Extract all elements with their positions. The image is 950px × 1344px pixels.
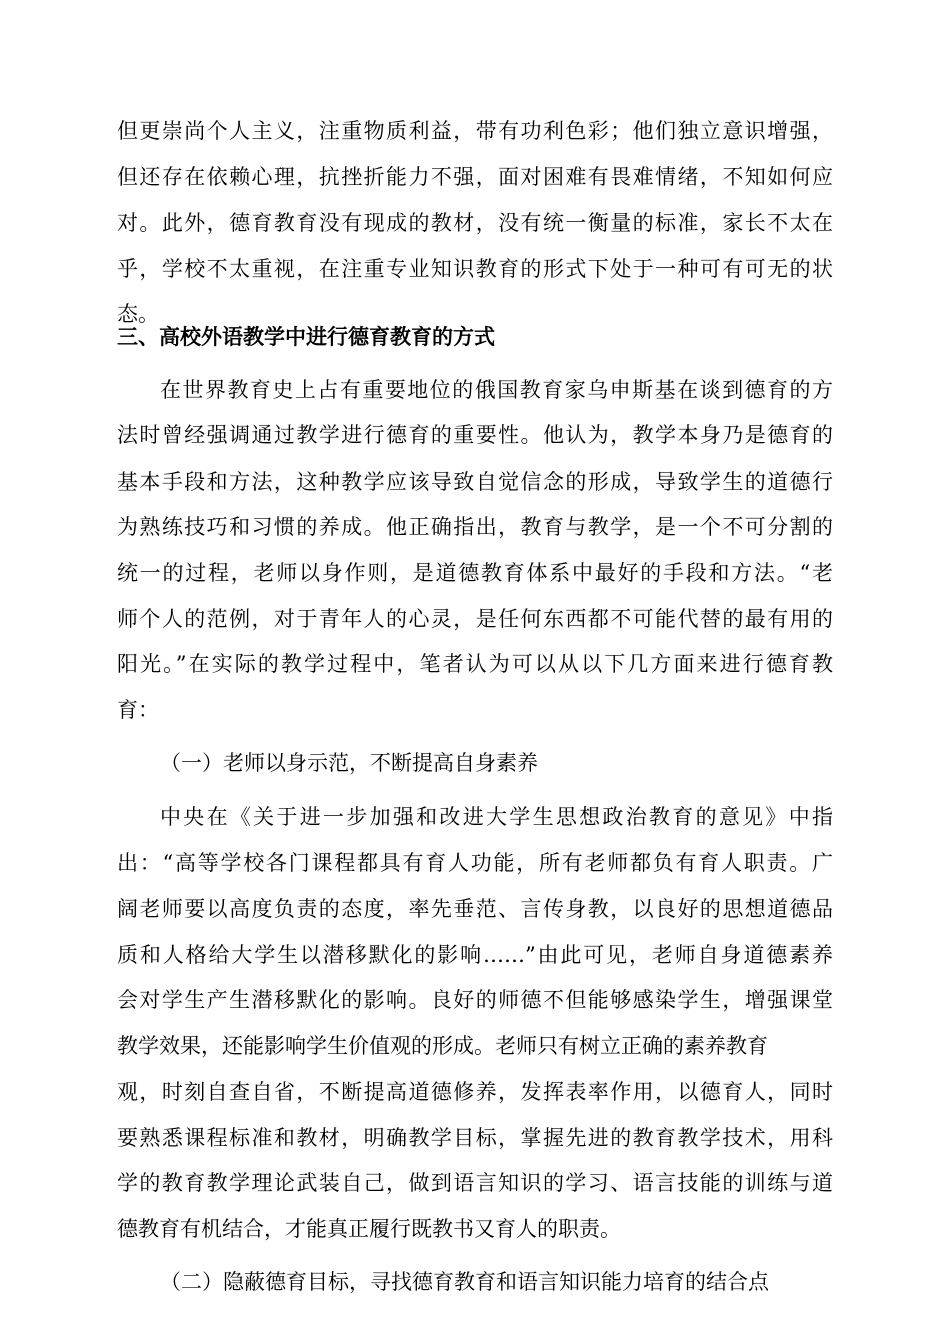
central-line-8: 要熟悉课程标准和教材，明确教学目标，掌握先进的教育教学技术，用科 [117,1126,833,1150]
intro-line-3: 对。此外，德育教育没有现成的教材，没有统一衡量的标准，家长不太在 [117,211,833,235]
central-line-6: 教学效果，还能影响学生价值观的形成。老师只有树立正确的素养教育 [117,1034,768,1058]
central-line-9: 学的教育教学理论武装自己，做到语言知识的学习、语言技能的训练与道 [117,1171,833,1195]
ushinsky-line-8: 育： [117,698,159,722]
central-line-3: 阔老师要以高度负责的态度，率先垂范、言传身教，以良好的思想道德品 [117,897,833,921]
ushinsky-line-4: 为熟练技巧和习惯的养成。他正确指出，教育与教学，是一个不可分割的 [117,515,833,539]
intro-line-5: 态。 [117,302,159,326]
ushinsky-line-7: 阳光。”在实际的教学过程中，笔者认为可以从以下几方面来进行德育教 [117,652,833,676]
section-heading-3: 三、高校外语教学中进行德育教育的方式 [117,325,495,349]
ushinsky-line-3: 基本手段和方法，这种教学应该导致自觉信念的形成，导致学生的道德行 [117,470,833,494]
ushinsky-line-1: 在世界教育史上占有重要地位的俄国教育家乌申斯基在谈到德育的方 [160,378,833,402]
ushinsky-line-5: 统一的过程，老师以身作则，是道德教育体系中最好的手段和方法。“老 [117,561,833,585]
central-line-5: 会对学生产生潜移默化的影响。良好的师德不但能够感染学生，增强课堂 [117,988,833,1012]
central-line-7: 观，时刻自查自省，不断提高道德修养，发挥表率作用，以德育人，同时 [117,1080,833,1104]
intro-line-4: 乎，学校不太重视，在注重专业知识教育的形式下处于一种可有可无的状 [117,257,833,281]
ushinsky-line-2: 法时曾经强调通过教学进行德育的重要性。他认为，教学本身乃是德育的 [117,423,833,447]
central-line-1: 中央在《关于进一步加强和改进大学生思想政治教育的意见》中指 [160,805,833,829]
subheading-2: （二）隐蔽德育目标，寻找德育教育和语言知识能力培育的结合点 [160,1270,769,1294]
intro-line-1: 但更崇尚个人主义，注重物质利益，带有功利色彩；他们独立意识增强， [117,119,833,143]
intro-line-2: 但还存在依赖心理，抗挫折能力不强，面对困难有畏难情绪，不知如何应 [117,165,833,189]
central-line-2: 出：“高等学校各门课程都具有育人功能，所有老师都负有育人职责。广 [117,851,833,875]
ushinsky-line-6: 师个人的范例，对于青年人的心灵，是任何东西都不可能代替的最有用的 [117,607,833,631]
subheading-1: （一）老师以身示范，不断提高自身素养 [160,751,538,775]
central-line-10: 德教育有机结合，才能真正履行既教书又育人的职责。 [117,1217,621,1241]
central-line-4: 质和人格给大学生以潜移默化的影响……”由此可见，老师自身道德素养 [117,943,833,967]
